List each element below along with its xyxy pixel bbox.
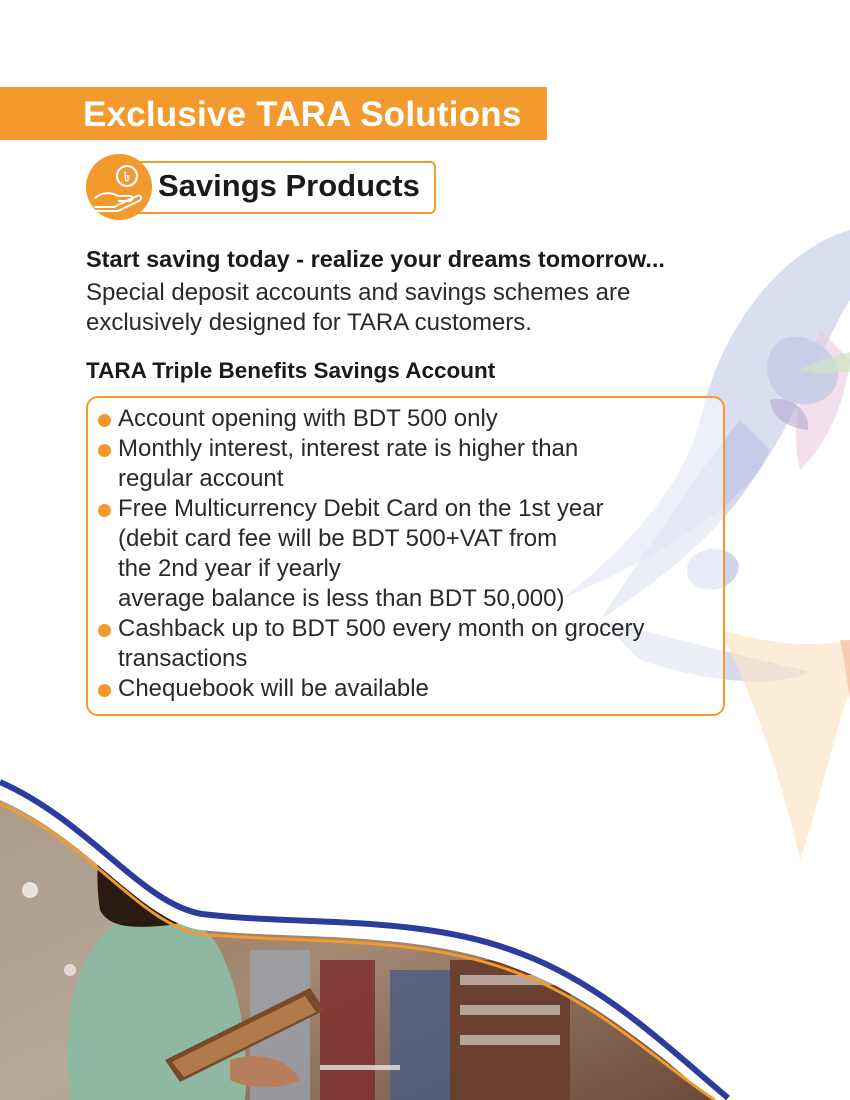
benefit-line: Monthly interest, interest rate is higher than: [118, 435, 579, 462]
benefit-line: average balance is less than BDT 50,000): [118, 585, 565, 612]
benefit-line: the 2nd year if yearly: [118, 555, 341, 582]
banner-title: Exclusive TARA Solutions: [83, 95, 522, 134]
benefit-line: Chequebook will be available: [118, 675, 429, 702]
tagline: Start saving today - realize your dreams tomorrow...: [86, 246, 665, 272]
woman-with-tablet-in-store-photo: [0, 720, 850, 1100]
benefit-item: [98, 494, 723, 614]
benefit-line: Free Multicurrency Debit Card on the 1st year: [118, 495, 604, 522]
benefit-line: Account opening with BDT 500 only: [118, 405, 498, 432]
benefit-item: [98, 434, 723, 494]
benefit-line: Cashback up to BDT 500 every month on grocery: [118, 615, 645, 642]
benefit-line: (debit card fee will be BDT 500+VAT from: [118, 525, 558, 552]
account-title: TARA Triple Benefits Savings Account: [86, 358, 496, 383]
bullet-dot: [98, 504, 111, 517]
benefit-item: [98, 674, 723, 704]
benefit-line: regular account: [118, 465, 284, 492]
benefit-item: [98, 404, 723, 434]
bullet-dot: [98, 684, 111, 697]
taka-coin-hand-icon: [86, 154, 152, 220]
bullet-dot: [98, 414, 111, 427]
intro-description: Special deposit accounts and savings schemes are exclusively designed for TARA customers.: [86, 279, 631, 336]
section-title: Savings Products: [158, 168, 420, 203]
benefit-line: transactions: [118, 645, 248, 672]
bullet-dot: [98, 624, 111, 637]
svg-text:৳: ৳: [123, 170, 131, 185]
benefit-item: [98, 614, 723, 674]
benefits-list: [98, 404, 723, 704]
bullet-dot: [98, 444, 111, 457]
